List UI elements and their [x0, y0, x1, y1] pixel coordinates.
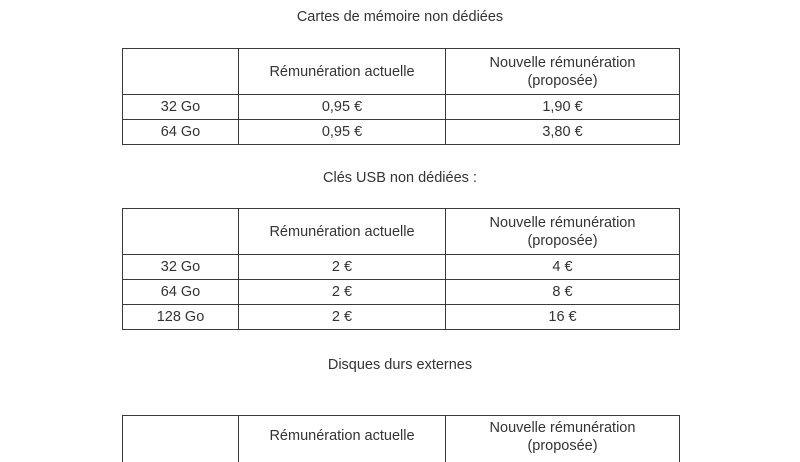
table-external-hdd [122, 415, 680, 462]
section-title-usb-keys: Clés USB non dédiées : [0, 170, 800, 186]
header-capacity-cell [123, 49, 239, 95]
header-current-remuneration: Rémunération actuelle [239, 49, 446, 95]
header-capacity-cell [123, 209, 239, 255]
section-title-memory-cards: Cartes de mémoire non dédiées [0, 9, 800, 25]
section-title-external-hdd: Disques durs externes [0, 357, 800, 373]
current-value-cell: 2 € [239, 305, 446, 330]
header-new-line2: (proposée) [527, 73, 597, 89]
current-value-cell: 2 € [239, 255, 446, 280]
header-new-line2: (proposée) [527, 233, 597, 249]
table-row [123, 255, 680, 280]
header-new-line1: Nouvelle rémunération [490, 55, 636, 71]
table-header-row [123, 209, 680, 255]
current-value-cell: 2 € [239, 280, 446, 305]
table-usb-keys [122, 208, 680, 330]
header-new-remuneration [446, 49, 680, 95]
table-header-row [123, 416, 680, 462]
capacity-cell: 128 Go [123, 305, 239, 330]
current-value-cell: 0,95 € [239, 120, 446, 145]
capacity-cell: 32 Go [123, 255, 239, 280]
header-new-remuneration [446, 416, 680, 462]
proposed-value-cell: 3,80 € [446, 120, 680, 145]
header-new-line2: (proposée) [527, 438, 597, 454]
table-row [123, 305, 680, 330]
header-current-remuneration: Rémunération actuelle [239, 416, 446, 462]
header-capacity-cell [123, 416, 239, 462]
header-new-remuneration [446, 209, 680, 255]
header-new-line1: Nouvelle rémunération [490, 215, 636, 231]
proposed-value-cell: 4 € [446, 255, 680, 280]
table-row [123, 280, 680, 305]
table-row [123, 95, 680, 120]
table-memory-cards [122, 48, 680, 145]
capacity-cell: 64 Go [123, 120, 239, 145]
capacity-cell: 32 Go [123, 95, 239, 120]
proposed-value-cell: 16 € [446, 305, 680, 330]
current-value-cell: 0,95 € [239, 95, 446, 120]
table-header-row [123, 49, 680, 95]
proposed-value-cell: 8 € [446, 280, 680, 305]
proposed-value-cell: 1,90 € [446, 95, 680, 120]
header-new-line1: Nouvelle rémunération [490, 420, 636, 436]
table-row [123, 120, 680, 145]
capacity-cell: 64 Go [123, 280, 239, 305]
header-current-remuneration: Rémunération actuelle [239, 209, 446, 255]
